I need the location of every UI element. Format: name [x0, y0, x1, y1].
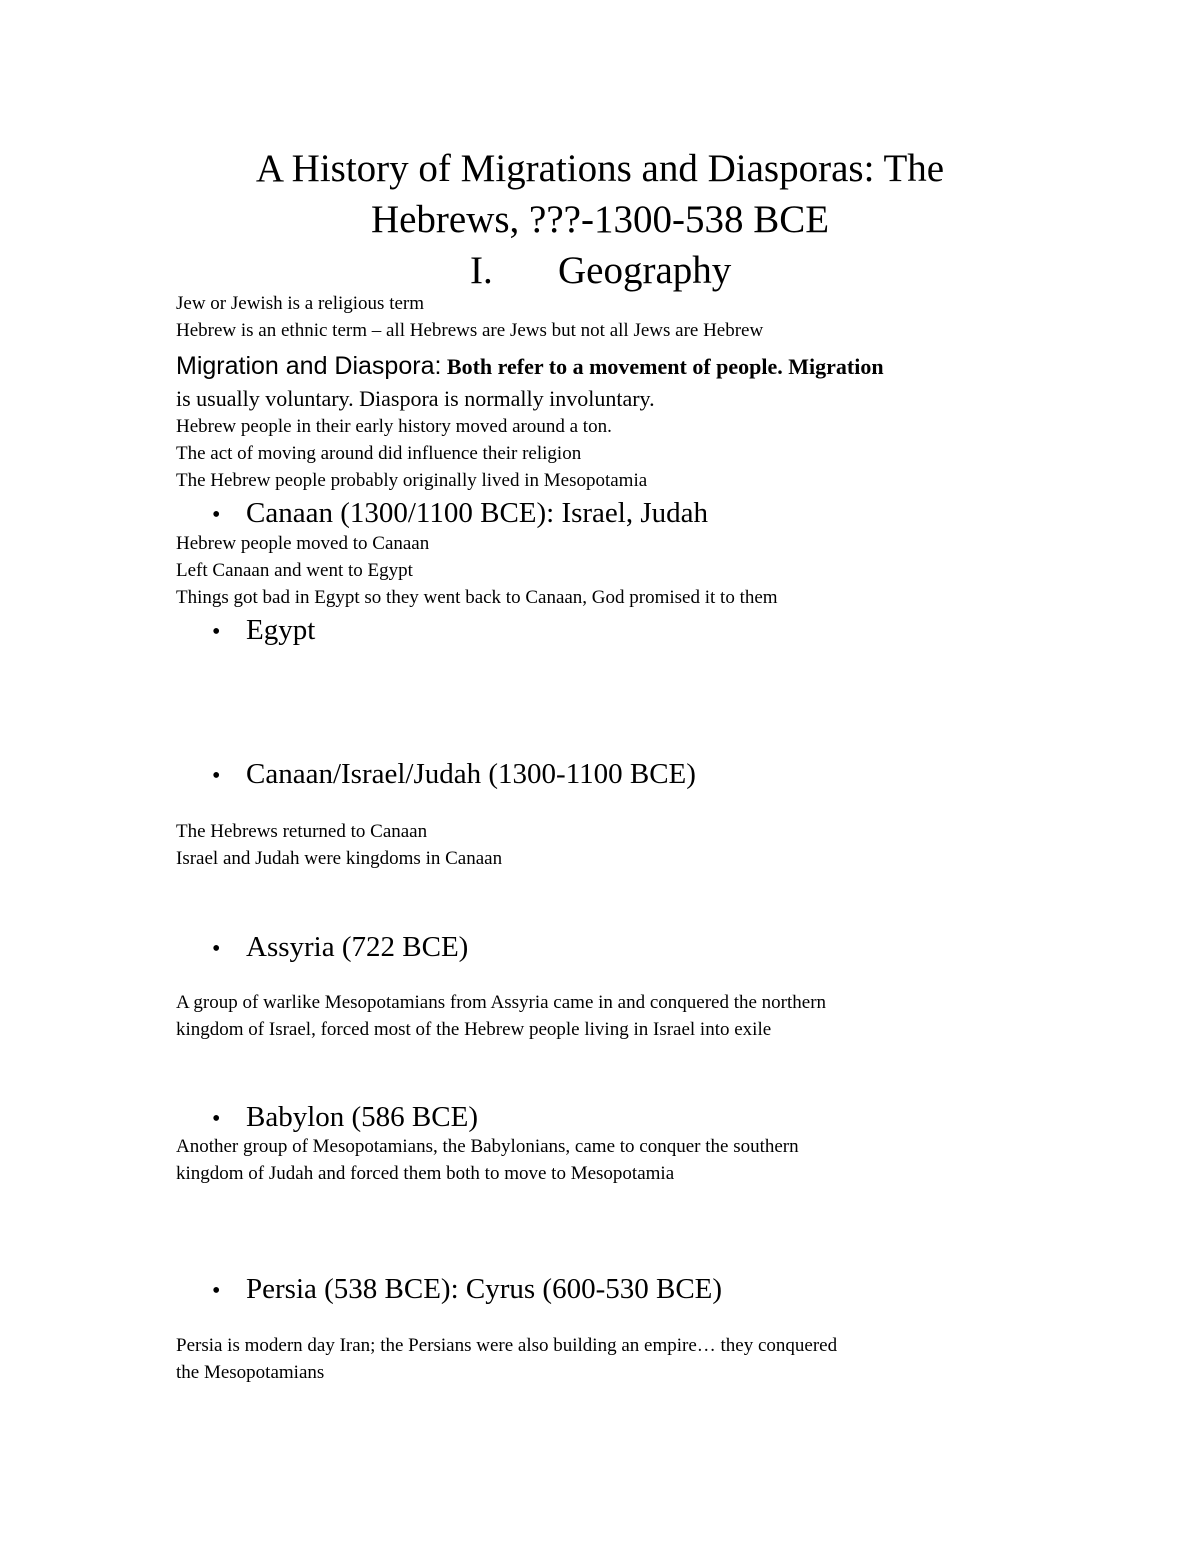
bullet-heading-babylon — [212, 1099, 478, 1137]
section-line: the Mesopotamians — [176, 1362, 325, 1383]
section-line: Israel and Judah were kingdoms in Canaan — [176, 848, 503, 869]
bullet-icon: • — [212, 763, 221, 789]
context-line: The act of moving around did influence their religion — [176, 443, 582, 464]
section-line: Persia is modern day Iran; the Persians were also building an empire… they conquered — [176, 1335, 838, 1356]
document-title-line-2: Hebrews, ???-1300-538 BCE — [370, 198, 830, 241]
bullet-icon: • — [212, 1106, 221, 1132]
section-heading — [470, 246, 731, 296]
document-title-line-1: A History of Migrations and Diasporas: The — [255, 147, 945, 190]
bullet-heading-egypt — [212, 612, 315, 650]
definition-text: Both refer to a movement of people. Migration — [441, 354, 884, 379]
section-line: Things got bad in Egypt so they went back to Canaan, God promised it to them — [176, 587, 778, 608]
bullet-icon: • — [212, 619, 221, 645]
bullet-heading-text: Persia (538 BCE): Cyrus (600-530 BCE) — [246, 1273, 723, 1305]
section-line: The Hebrews returned to Canaan — [176, 821, 428, 842]
bullet-heading-canaan — [212, 495, 708, 533]
section-number: I. — [470, 249, 493, 292]
section-heading-text: Geography — [558, 249, 732, 292]
context-line: The Hebrew people probably originally lived in Mesopotamia — [176, 470, 648, 491]
bullet-heading-text: Babylon (586 BCE) — [246, 1101, 478, 1133]
section-line: A group of warlike Mesopotamians from Assyria came in and conquered the northern — [176, 992, 827, 1013]
section-line: Another group of Mesopotamians, the Babylonians, came to conquer the southern — [176, 1136, 799, 1157]
section-line: kingdom of Judah and forced them both to move to Mesopotamia — [176, 1163, 675, 1184]
section-line: Left Canaan and went to Egypt — [176, 560, 413, 581]
bullet-heading-text: Assyria (722 BCE) — [246, 931, 469, 963]
section-line: Hebrew people moved to Canaan — [176, 533, 430, 554]
bullet-heading-persia — [212, 1271, 722, 1309]
definition-term: Migration and Diaspora: — [176, 352, 442, 380]
definition-line-1 — [176, 350, 884, 383]
bullet-heading-text: Canaan (1300/1100 BCE): Israel, Judah — [246, 497, 709, 529]
bullet-icon: • — [212, 502, 221, 528]
definition-line-2: is usually voluntary. Diaspora is normally involuntary. — [176, 386, 655, 411]
context-line: Hebrew people in their early history moved around a ton. — [176, 416, 612, 437]
intro-line: Hebrew is an ethnic term – all Hebrews are Jews but not all Jews are Hebrew — [176, 320, 764, 341]
bullet-heading-text: Canaan/Israel/Judah (1300-1100 BCE) — [246, 758, 696, 790]
intro-line: Jew or Jewish is a religious term — [176, 293, 425, 314]
bullet-heading-text: Egypt — [246, 614, 316, 646]
bullet-icon: • — [212, 1278, 221, 1304]
section-line: kingdom of Israel, forced most of the Hebrew people living in Israel into exile — [176, 1019, 772, 1040]
bullet-icon: • — [212, 936, 221, 962]
bullet-heading-canaan-israel-judah — [212, 756, 696, 794]
bullet-heading-assyria — [212, 929, 468, 967]
